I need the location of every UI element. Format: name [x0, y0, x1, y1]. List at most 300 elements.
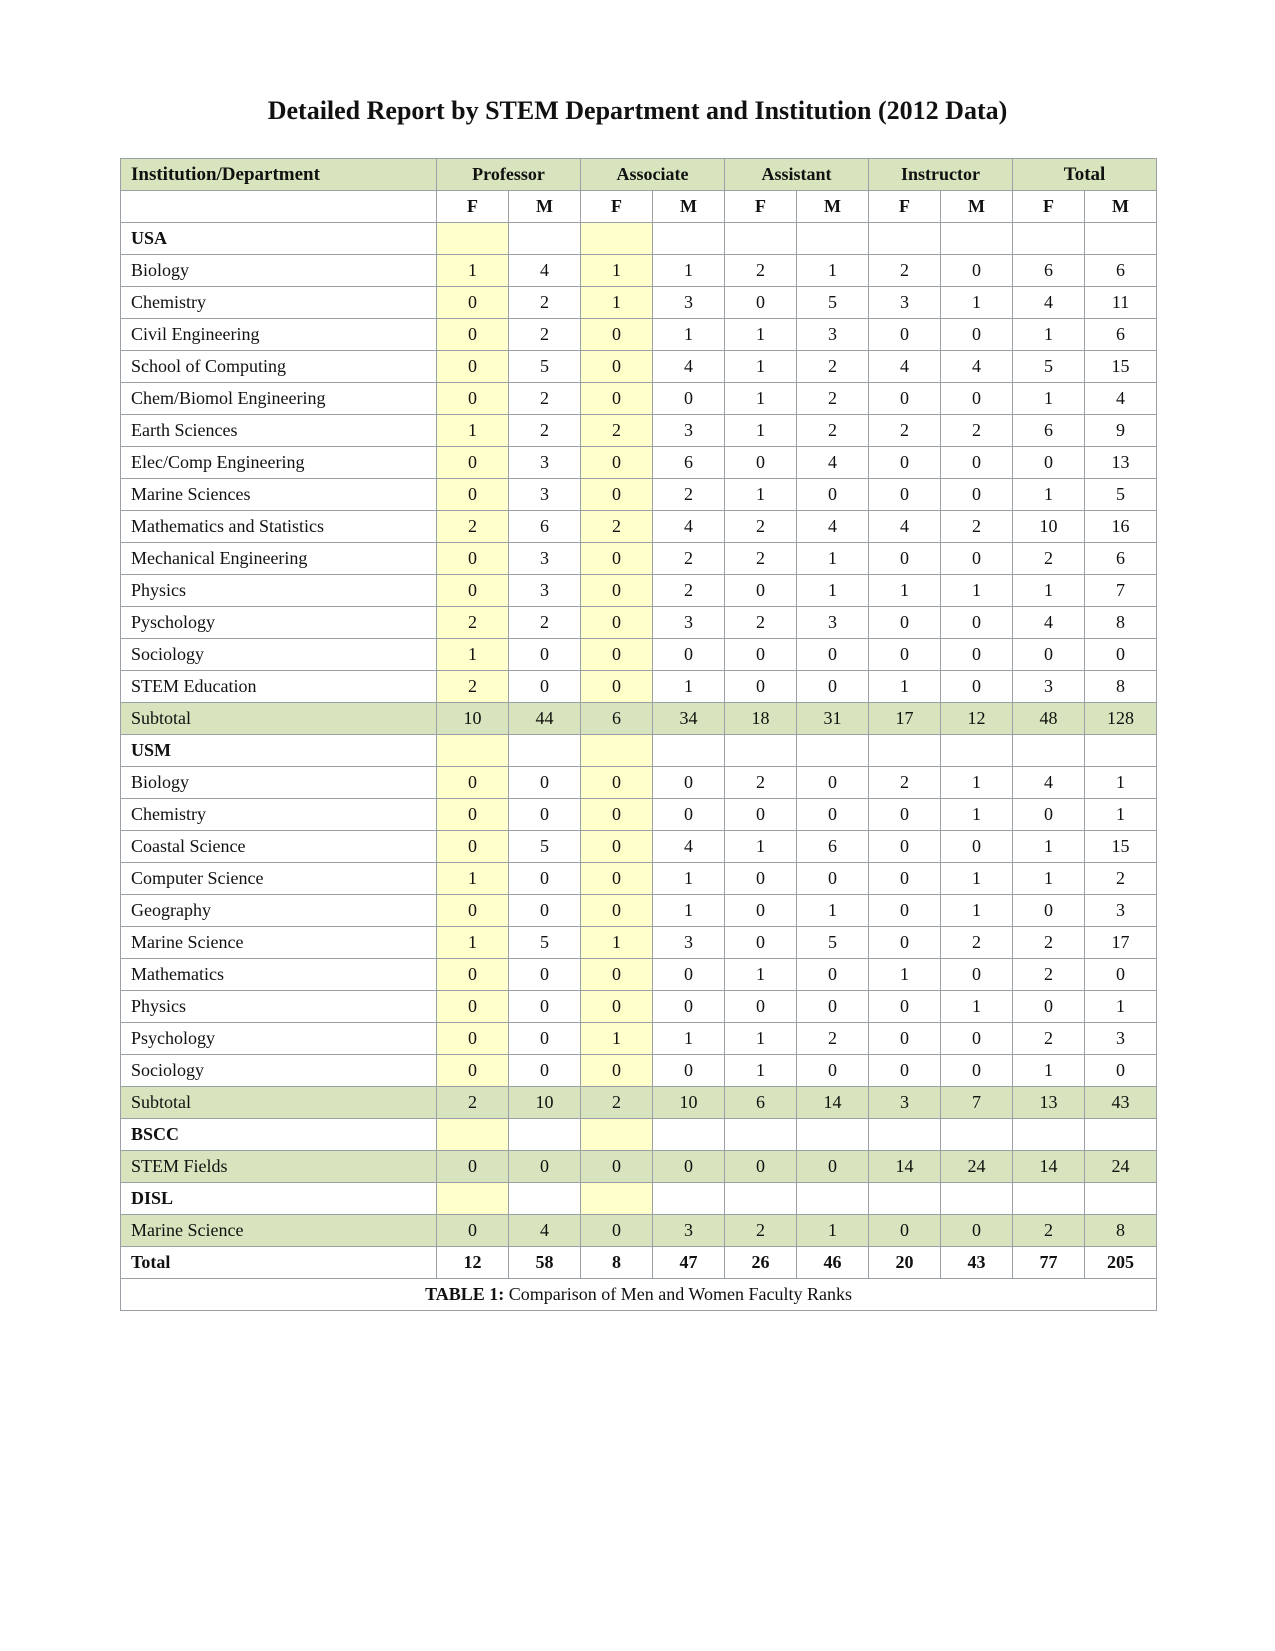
- value-cell: 0: [581, 607, 653, 639]
- value-cell: 0: [581, 831, 653, 863]
- institution-name: USA: [121, 223, 437, 255]
- value-cell: 0: [941, 607, 1013, 639]
- value-cell: 0: [581, 1151, 653, 1183]
- department-row: [121, 287, 1157, 319]
- value-cell: 1: [1013, 479, 1085, 511]
- department-row: [121, 767, 1157, 799]
- value-cell: 1: [653, 1023, 725, 1055]
- value-cell: 2: [509, 287, 581, 319]
- value-cell: 0: [725, 1151, 797, 1183]
- value-cell: 2: [725, 767, 797, 799]
- value-cell: 4: [653, 351, 725, 383]
- value-cell: 205: [1085, 1247, 1157, 1279]
- value-cell: 2: [797, 1023, 869, 1055]
- value-cell: 2: [653, 575, 725, 607]
- value-cell: 1: [869, 575, 941, 607]
- value-cell: 0: [581, 447, 653, 479]
- value-cell: 20: [869, 1247, 941, 1279]
- value-cell: 2: [509, 607, 581, 639]
- total-label: Total: [121, 1247, 437, 1279]
- value-cell: 3: [869, 1087, 941, 1119]
- value-cell: 6: [725, 1087, 797, 1119]
- value-cell: 0: [725, 895, 797, 927]
- empty-cell: [1013, 735, 1085, 767]
- value-cell: 0: [437, 1055, 509, 1087]
- subtotal-label: Subtotal: [121, 1087, 437, 1119]
- group-header-row: [121, 223, 1157, 255]
- value-cell: 0: [725, 671, 797, 703]
- department-row: [121, 319, 1157, 351]
- value-cell: 3: [1013, 671, 1085, 703]
- value-cell: 0: [869, 383, 941, 415]
- value-cell: 4: [941, 351, 1013, 383]
- value-cell: 1: [1013, 319, 1085, 351]
- value-cell: 0: [797, 639, 869, 671]
- group-header-row: [121, 1119, 1157, 1151]
- department-name: Physics: [121, 991, 437, 1023]
- value-cell: 0: [653, 767, 725, 799]
- empty-cell: [653, 735, 725, 767]
- value-cell: 0: [869, 319, 941, 351]
- value-cell: 0: [797, 767, 869, 799]
- value-cell: 2: [509, 319, 581, 351]
- empty-cell: [725, 735, 797, 767]
- department-name: Chem/Biomol Engineering: [121, 383, 437, 415]
- value-cell: 1: [941, 767, 1013, 799]
- value-cell: 1: [581, 287, 653, 319]
- value-cell: 0: [797, 1151, 869, 1183]
- value-cell: 9: [1085, 415, 1157, 447]
- empty-cell: [437, 1119, 509, 1151]
- value-cell: 0: [437, 543, 509, 575]
- value-cell: 0: [1013, 639, 1085, 671]
- value-cell: 1: [437, 639, 509, 671]
- value-cell: 0: [869, 1055, 941, 1087]
- value-cell: 0: [1013, 895, 1085, 927]
- value-cell: 1: [797, 895, 869, 927]
- value-cell: 34: [653, 703, 725, 735]
- value-cell: 24: [1085, 1151, 1157, 1183]
- department-name: Biology: [121, 255, 437, 287]
- subheader-cell: F: [1013, 191, 1085, 223]
- value-cell: 4: [1013, 767, 1085, 799]
- value-cell: 0: [653, 799, 725, 831]
- subtotal-row: [121, 1215, 1157, 1247]
- value-cell: 0: [869, 607, 941, 639]
- institution-name: DISL: [121, 1183, 437, 1215]
- empty-cell: [509, 1183, 581, 1215]
- value-cell: 2: [581, 415, 653, 447]
- value-cell: 0: [653, 959, 725, 991]
- empty-cell: [509, 735, 581, 767]
- empty-cell: [797, 223, 869, 255]
- value-cell: 0: [509, 1151, 581, 1183]
- value-cell: 0: [869, 479, 941, 511]
- value-cell: 8: [1085, 607, 1157, 639]
- value-cell: 1: [725, 831, 797, 863]
- value-cell: 2: [725, 511, 797, 543]
- value-cell: 2: [1013, 959, 1085, 991]
- value-cell: 0: [797, 799, 869, 831]
- value-cell: 0: [1085, 639, 1157, 671]
- subheader-cell: F: [437, 191, 509, 223]
- value-cell: 1: [1013, 575, 1085, 607]
- value-cell: 0: [941, 1215, 1013, 1247]
- value-cell: 58: [509, 1247, 581, 1279]
- value-cell: 4: [797, 511, 869, 543]
- value-cell: 0: [725, 927, 797, 959]
- value-cell: 0: [941, 831, 1013, 863]
- value-cell: 0: [581, 767, 653, 799]
- value-cell: 1: [581, 927, 653, 959]
- value-cell: 128: [1085, 703, 1157, 735]
- value-cell: 0: [941, 479, 1013, 511]
- empty-cell: [1085, 223, 1157, 255]
- value-cell: 0: [797, 991, 869, 1023]
- subheader-cell: M: [1085, 191, 1157, 223]
- value-cell: 0: [1013, 991, 1085, 1023]
- value-cell: 14: [869, 1151, 941, 1183]
- value-cell: 0: [941, 671, 1013, 703]
- value-cell: 3: [653, 287, 725, 319]
- value-cell: 0: [725, 575, 797, 607]
- department-name: Sociology: [121, 1055, 437, 1087]
- value-cell: 0: [941, 1055, 1013, 1087]
- value-cell: 0: [869, 799, 941, 831]
- value-cell: 0: [437, 287, 509, 319]
- department-row: [121, 575, 1157, 607]
- value-cell: 0: [869, 1215, 941, 1247]
- value-cell: 11: [1085, 287, 1157, 319]
- value-cell: 48: [1013, 703, 1085, 735]
- value-cell: 1: [653, 671, 725, 703]
- value-cell: 46: [797, 1247, 869, 1279]
- department-row: [121, 415, 1157, 447]
- empty-cell: [725, 1183, 797, 1215]
- department-row: [121, 447, 1157, 479]
- department-row: [121, 1055, 1157, 1087]
- value-cell: 0: [653, 1055, 725, 1087]
- value-cell: 2: [509, 383, 581, 415]
- value-cell: 0: [725, 991, 797, 1023]
- value-cell: 1: [437, 927, 509, 959]
- value-cell: 2: [653, 479, 725, 511]
- value-cell: 0: [509, 767, 581, 799]
- value-cell: 0: [437, 799, 509, 831]
- caption-row: [121, 1279, 1157, 1311]
- value-cell: 0: [653, 639, 725, 671]
- value-cell: 0: [437, 319, 509, 351]
- value-cell: 5: [509, 351, 581, 383]
- empty-cell: [869, 1183, 941, 1215]
- value-cell: 1: [941, 799, 1013, 831]
- value-cell: 0: [725, 863, 797, 895]
- value-cell: 17: [1085, 927, 1157, 959]
- empty-cell: [509, 1119, 581, 1151]
- value-cell: 16: [1085, 511, 1157, 543]
- subheader-cell: F: [725, 191, 797, 223]
- empty-cell: [941, 1183, 1013, 1215]
- value-cell: 0: [653, 383, 725, 415]
- value-cell: 4: [653, 511, 725, 543]
- value-cell: 17: [869, 703, 941, 735]
- value-cell: 2: [1085, 863, 1157, 895]
- value-cell: 0: [581, 671, 653, 703]
- value-cell: 1: [941, 575, 1013, 607]
- value-cell: 1: [797, 1215, 869, 1247]
- department-row: [121, 255, 1157, 287]
- value-cell: 1: [869, 959, 941, 991]
- value-cell: 1: [653, 319, 725, 351]
- empty-cell: [653, 223, 725, 255]
- column-header-professor: Professor: [437, 159, 581, 191]
- subtotal-row: [121, 1151, 1157, 1183]
- value-cell: 2: [437, 607, 509, 639]
- value-cell: 6: [1085, 319, 1157, 351]
- value-cell: 6: [509, 511, 581, 543]
- empty-cell: [941, 1119, 1013, 1151]
- value-cell: 0: [437, 991, 509, 1023]
- value-cell: 0: [509, 671, 581, 703]
- value-cell: 1: [941, 991, 1013, 1023]
- department-row: [121, 895, 1157, 927]
- department-name: School of Computing: [121, 351, 437, 383]
- value-cell: 4: [1085, 383, 1157, 415]
- value-cell: 0: [581, 575, 653, 607]
- value-cell: 1: [581, 255, 653, 287]
- value-cell: 0: [509, 863, 581, 895]
- subheader-cell: F: [581, 191, 653, 223]
- value-cell: 0: [869, 831, 941, 863]
- value-cell: 0: [509, 799, 581, 831]
- value-cell: 0: [1085, 959, 1157, 991]
- department-name: Marine Sciences: [121, 479, 437, 511]
- value-cell: 0: [581, 863, 653, 895]
- value-cell: 0: [869, 991, 941, 1023]
- value-cell: 2: [941, 511, 1013, 543]
- empty-cell: [1085, 1119, 1157, 1151]
- value-cell: 0: [941, 319, 1013, 351]
- value-cell: 2: [581, 511, 653, 543]
- value-cell: 0: [797, 479, 869, 511]
- subheader-cell: M: [797, 191, 869, 223]
- value-cell: 5: [1085, 479, 1157, 511]
- value-cell: 3: [1085, 1023, 1157, 1055]
- value-cell: 0: [581, 383, 653, 415]
- value-cell: 43: [1085, 1087, 1157, 1119]
- value-cell: 0: [725, 287, 797, 319]
- faculty-table: [120, 158, 1157, 1311]
- department-row: [121, 639, 1157, 671]
- value-cell: 24: [941, 1151, 1013, 1183]
- value-cell: 0: [1013, 447, 1085, 479]
- value-cell: 1: [725, 319, 797, 351]
- value-cell: 2: [653, 543, 725, 575]
- value-cell: 0: [437, 1151, 509, 1183]
- value-cell: 1: [797, 575, 869, 607]
- department-row: [121, 671, 1157, 703]
- value-cell: 4: [1013, 607, 1085, 639]
- value-cell: 5: [509, 831, 581, 863]
- value-cell: 0: [725, 799, 797, 831]
- value-cell: 3: [653, 415, 725, 447]
- value-cell: 4: [1013, 287, 1085, 319]
- value-cell: 6: [1013, 415, 1085, 447]
- value-cell: 0: [725, 639, 797, 671]
- grand-total-row: [121, 1247, 1157, 1279]
- department-row: [121, 991, 1157, 1023]
- value-cell: 0: [581, 351, 653, 383]
- empty-cell: [1013, 1119, 1085, 1151]
- empty-cell: [725, 1119, 797, 1151]
- empty-cell: [797, 1183, 869, 1215]
- value-cell: 1: [797, 255, 869, 287]
- value-cell: 2: [437, 511, 509, 543]
- value-cell: 0: [509, 1023, 581, 1055]
- department-name: Sociology: [121, 639, 437, 671]
- value-cell: 4: [869, 511, 941, 543]
- value-cell: 0: [1013, 799, 1085, 831]
- department-name: Mathematics: [121, 959, 437, 991]
- value-cell: 18: [725, 703, 797, 735]
- header-row-ranks: [121, 159, 1157, 191]
- value-cell: 1: [1085, 799, 1157, 831]
- empty-cell: [941, 223, 1013, 255]
- value-cell: 6: [1085, 255, 1157, 287]
- value-cell: 0: [941, 959, 1013, 991]
- value-cell: 0: [797, 1055, 869, 1087]
- empty-cell: [509, 223, 581, 255]
- value-cell: 0: [437, 383, 509, 415]
- empty-cell: [1013, 1183, 1085, 1215]
- department-row: [121, 799, 1157, 831]
- value-cell: 8: [581, 1247, 653, 1279]
- value-cell: 13: [1013, 1087, 1085, 1119]
- value-cell: 1: [1085, 767, 1157, 799]
- caption-label: TABLE 1:: [425, 1284, 505, 1304]
- value-cell: 7: [941, 1087, 1013, 1119]
- value-cell: 0: [509, 959, 581, 991]
- value-cell: 0: [581, 1055, 653, 1087]
- column-header-total: Total: [1013, 159, 1157, 191]
- value-cell: 1: [1013, 863, 1085, 895]
- value-cell: 0: [437, 831, 509, 863]
- empty-cell: [581, 735, 653, 767]
- value-cell: 0: [941, 447, 1013, 479]
- header-blank-cell: [121, 191, 437, 223]
- value-cell: 0: [869, 543, 941, 575]
- value-cell: 5: [509, 927, 581, 959]
- value-cell: 13: [1085, 447, 1157, 479]
- value-cell: 0: [869, 863, 941, 895]
- value-cell: 1: [1013, 1055, 1085, 1087]
- value-cell: 2: [437, 1087, 509, 1119]
- department-name: Pyschology: [121, 607, 437, 639]
- value-cell: 12: [437, 1247, 509, 1279]
- value-cell: 2: [797, 383, 869, 415]
- value-cell: 0: [581, 991, 653, 1023]
- empty-cell: [437, 223, 509, 255]
- department-row: [121, 863, 1157, 895]
- value-cell: 77: [1013, 1247, 1085, 1279]
- value-cell: 0: [437, 479, 509, 511]
- department-name: Biology: [121, 767, 437, 799]
- value-cell: 0: [581, 799, 653, 831]
- value-cell: 10: [437, 703, 509, 735]
- page-title: Detailed Report by STEM Department and Institution (2012 Data): [267, 96, 1008, 125]
- value-cell: 2: [725, 607, 797, 639]
- value-cell: 0: [941, 639, 1013, 671]
- department-name: Chemistry: [121, 287, 437, 319]
- value-cell: 0: [653, 1151, 725, 1183]
- value-cell: 1: [653, 255, 725, 287]
- value-cell: 0: [869, 447, 941, 479]
- value-cell: 3: [797, 319, 869, 351]
- empty-cell: [869, 735, 941, 767]
- value-cell: 0: [437, 767, 509, 799]
- value-cell: 0: [869, 1023, 941, 1055]
- value-cell: 10: [509, 1087, 581, 1119]
- value-cell: 6: [1013, 255, 1085, 287]
- value-cell: 0: [725, 447, 797, 479]
- value-cell: 6: [797, 831, 869, 863]
- department-name: Mechanical Engineering: [121, 543, 437, 575]
- column-header-associate: Associate: [581, 159, 725, 191]
- value-cell: 0: [797, 863, 869, 895]
- subheader-cell: M: [653, 191, 725, 223]
- value-cell: 31: [797, 703, 869, 735]
- value-cell: 2: [797, 415, 869, 447]
- subtotal-row: [121, 1087, 1157, 1119]
- subtotal-row: [121, 703, 1157, 735]
- value-cell: 43: [941, 1247, 1013, 1279]
- empty-cell: [725, 223, 797, 255]
- value-cell: 1: [1013, 383, 1085, 415]
- subtotal-label: Marine Science: [121, 1215, 437, 1247]
- value-cell: 0: [581, 895, 653, 927]
- column-header-instructor: Instructor: [869, 159, 1013, 191]
- value-cell: 2: [509, 415, 581, 447]
- department-row: [121, 351, 1157, 383]
- department-name: Elec/Comp Engineering: [121, 447, 437, 479]
- value-cell: 0: [437, 1023, 509, 1055]
- department-row: [121, 831, 1157, 863]
- department-name: STEM Education: [121, 671, 437, 703]
- value-cell: 0: [437, 447, 509, 479]
- column-header-institution: Institution/Department: [121, 159, 437, 191]
- value-cell: 12: [941, 703, 1013, 735]
- value-cell: 5: [797, 287, 869, 319]
- value-cell: 3: [869, 287, 941, 319]
- value-cell: 1: [1013, 831, 1085, 863]
- value-cell: 2: [797, 351, 869, 383]
- subtotal-label: Subtotal: [121, 703, 437, 735]
- value-cell: 0: [437, 1215, 509, 1247]
- value-cell: 0: [581, 959, 653, 991]
- value-cell: 1: [941, 287, 1013, 319]
- table-caption: [121, 1279, 1157, 1311]
- empty-cell: [941, 735, 1013, 767]
- value-cell: 3: [653, 607, 725, 639]
- value-cell: 3: [509, 447, 581, 479]
- subtotal-label: STEM Fields: [121, 1151, 437, 1183]
- value-cell: 3: [797, 607, 869, 639]
- value-cell: 0: [509, 1055, 581, 1087]
- empty-cell: [797, 1119, 869, 1151]
- value-cell: 0: [797, 959, 869, 991]
- value-cell: 1: [725, 1023, 797, 1055]
- value-cell: 1: [725, 1055, 797, 1087]
